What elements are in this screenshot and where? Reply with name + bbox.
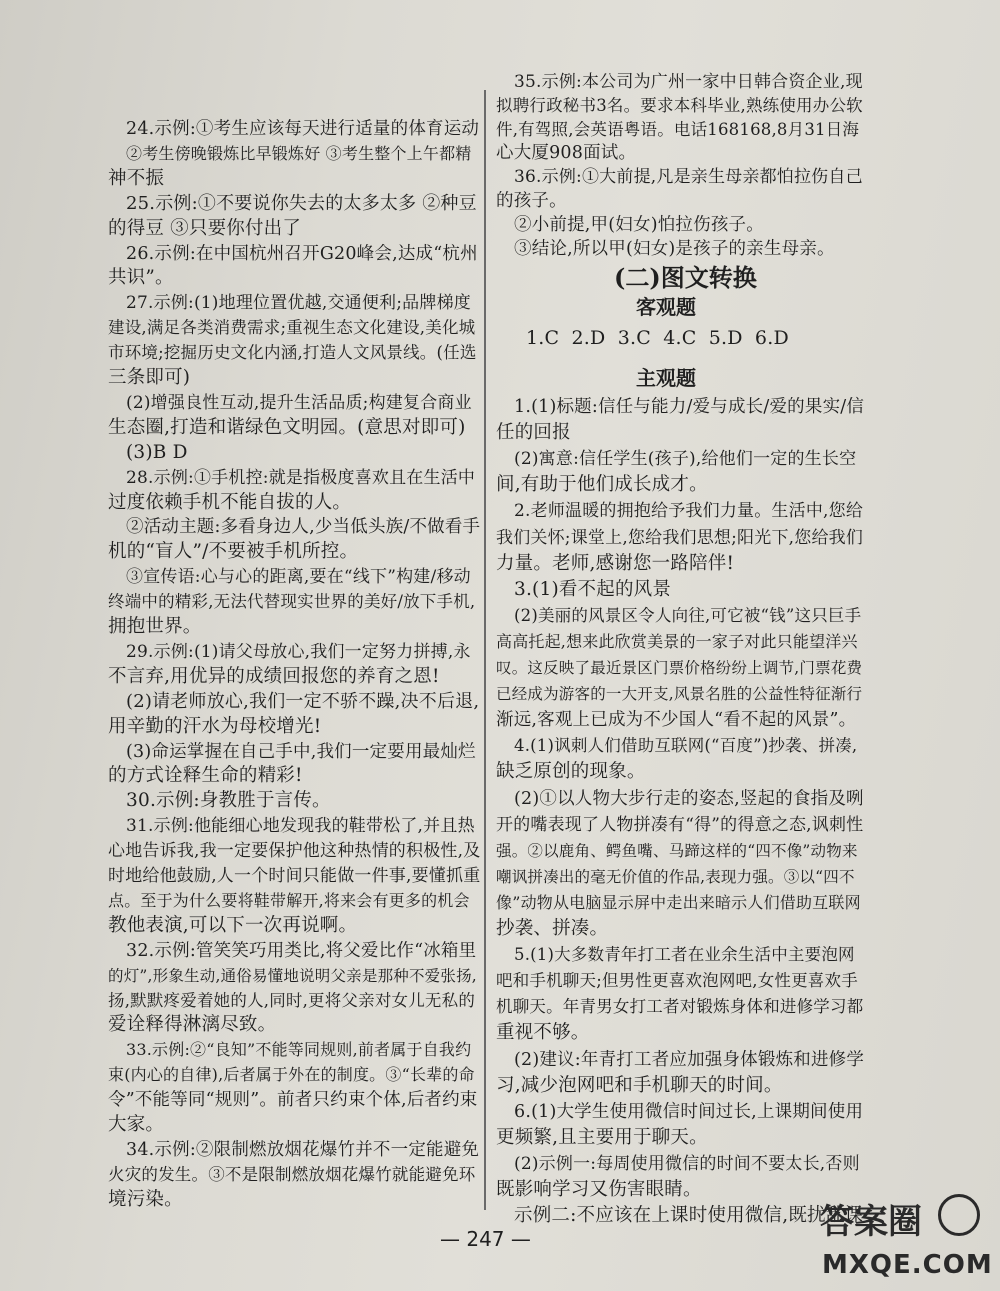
text-line: (2)寓意:信任学生(孩子),给他们一定的生长空 — [514, 449, 857, 470]
text-line: 拥抱世界。 — [108, 616, 202, 637]
text-line: 示例二:不应该在上课时使用微信,既扰乱课 — [514, 1205, 864, 1227]
text-line: 24.示例:①考生应该每天进行适量的体育运动 — [126, 119, 480, 139]
text-line: 时地给他鼓励,人一个时间只能做一件事,要懂抓重 — [108, 866, 481, 886]
text-line: 28.示例:①手机控:就是指极度喜欢且在生活中 — [126, 467, 476, 488]
text-line: 2.老师温暖的拥抱给予我们力量。生活中,您给 — [514, 501, 864, 522]
text-line: 力量。老师,感谢您一路陪伴! — [496, 552, 735, 574]
text-line: 36.示例:①大前提,凡是亲生母亲都怕拉伤自己 — [514, 167, 863, 188]
text-line: 扬,默默疼爱着她的人,同时,更将父亲对女儿无私的 — [108, 990, 476, 1010]
text-line: 心大厦908面试。 — [496, 143, 637, 164]
text-line: 过度依赖手机不能自拔的人。 — [108, 491, 352, 513]
text-line: 境污染。 — [108, 1188, 183, 1210]
text-line: 机的“盲人”/不要被手机所控。 — [108, 541, 359, 563]
text-line: 重视不够。 — [496, 1022, 590, 1044]
text-line: 既影响学习又伤害眼睛。 — [496, 1179, 702, 1200]
text-line: 共识”。 — [108, 267, 174, 289]
text-line: 缺乏原创的现象。 — [496, 761, 646, 783]
watermark-logo — [808, 1192, 998, 1288]
text-line: 嘲讽拼凑出的毫无价值的作品,表现力强。③以“四不 — [496, 867, 855, 886]
text-line: 终端中的精彩,无法代替现实世界的美好/放下手机, — [108, 592, 476, 612]
text-line: (2)①以人物大步行走的姿态,竖起的食指及咧 — [514, 788, 864, 809]
text-line: 32.示例:管笑笑巧用类比,将父爱比作“冰箱里 — [126, 940, 477, 961]
text-line: 抄袭、拼凑。 — [496, 918, 609, 939]
text-line: 渐远,客观上已成为不少国人“看不起的风景”。 — [496, 710, 857, 731]
text-line: 像”动物从电脑显示屏中走出来暗示人们借助互联网 — [496, 892, 861, 912]
text-line: 市环境;挖掘历史文化内涵,打造人文风景线。(任选 — [108, 343, 477, 363]
text-line: (2)请老师放心,我们一定不骄不躁,决不后退, — [126, 690, 480, 712]
text-line: (2)增强良性互动,提升生活品质;构建复合商业 — [126, 392, 472, 413]
text-line: ②小前提,甲(妇女)怕拉伤孩子。 — [514, 214, 764, 235]
text-line: 29.示例:(1)请父母放心,我们一定努力拼搏,永 — [126, 641, 471, 662]
text-line: 件,有驾照,会英语粤语。电话168168,8月31日海 — [496, 119, 860, 139]
subjective-title: 主观题 — [636, 366, 696, 390]
text-line: (3)B D — [126, 441, 188, 463]
text-line: 吧和手机聊天;但男性更喜欢泡网吧,女性更喜欢手 — [496, 971, 858, 991]
text-line: 27.示例:(1)地理位置优越,交通便利;品牌梯度 — [126, 293, 471, 314]
text-line: ③结论,所以甲(妇女)是孩子的亲生母亲。 — [514, 238, 835, 259]
text-line: (2)示例一:每周使用微信的时间不要太长,否则 — [514, 1153, 860, 1174]
text-line: 的孩子。 — [496, 191, 567, 211]
text-line: 我们关怀;课堂上,您给我们思想;阳光下,您给我们 — [496, 527, 864, 548]
text-line: 心地告诉我,我一定要保护他这种热情的积极性,及 — [108, 841, 481, 862]
text-line: (2)美丽的风景区令人向往,可它被“钱”这只巨手 — [514, 605, 862, 625]
watermark-circle-icon — [938, 1194, 980, 1236]
objective-answers: 1.C 2.D 3.C 4.C 5.D 6.D — [526, 327, 789, 349]
text-line: 生态圈,打造和谐绿色文明园。(意思对即可) — [108, 416, 466, 438]
watermark-text: 答案圈 — [820, 1202, 922, 1242]
text-line: 三条即可) — [108, 367, 191, 388]
objective-title: 客观题 — [636, 295, 696, 319]
text-line: 不言弃,用优异的成绩回报您的养育之恩! — [108, 665, 440, 687]
text-line: 高高托起,想来此欣赏美景的一家子对此只能望洋兴 — [496, 631, 858, 651]
text-line: 35.示例:本公司为广州一家中日韩合资企业,现 — [514, 72, 863, 92]
text-line: 6.(1)大学生使用微信时间过长,上课期间使用 — [514, 1101, 864, 1122]
text-line: 25.示例:①不要说你失去的太多太多 ②种豆 — [126, 192, 477, 214]
text-line: 33.示例:②“良知”不能等同规则,前者属于自我约 — [126, 1040, 472, 1060]
column-divider — [484, 90, 486, 1210]
text-line: 火灾的发生。③不是限制燃放烟花爆竹就能避免环 — [108, 1164, 476, 1184]
text-line: 爱诠释得淋漓尽致。 — [108, 1014, 277, 1036]
text-line: 的灯”,形象生动,通俗易懂地说明父亲是那种不爱张扬, — [108, 966, 477, 985]
text-line: 习,减少泡网吧和手机聊天的时间。 — [496, 1074, 783, 1096]
text-line: 1.(1)标题:信任与能力/爱与成长/爱的果实/信 — [514, 397, 865, 417]
text-line: 的得豆 ③只要你付出了 — [108, 217, 302, 239]
watermark-url: MXQE.COM — [822, 1250, 993, 1280]
text-line: 更频繁,且主要用于聊天。 — [496, 1126, 708, 1148]
text-line: 点。至于为什么要将鞋带解开,将来会有更多的机会 — [108, 890, 470, 910]
text-line: 令”不能等同“规则”。前者只约束个体,后者约束 — [108, 1090, 478, 1111]
text-line: 已经成为游客的一大开支,风景名胜的公益性特征渐行 — [496, 685, 863, 704]
text-line: 叹。这反映了最近景区门票价格纷纷上调节,门票花费 — [496, 659, 863, 677]
text-line: 建设,满足各类消费需求;重视生态文化建设,美化城 — [108, 318, 476, 338]
text-line: 神不振 — [108, 167, 165, 189]
text-line: 机聊天。年青男女打工者对锻炼身体和进修学习都 — [496, 997, 864, 1017]
text-line: 开的嘴表现了人物拼凑有“得”的得意之态,讽刺性 — [496, 814, 864, 835]
section-title: (二)图文转换 — [614, 263, 757, 292]
text-line: 5.(1)大多数青年打工者在业余生活中主要泡网 — [514, 945, 855, 965]
text-line: 34.示例:②限制燃放烟花爆竹并不一定能避免 — [126, 1139, 480, 1160]
text-line: 26.示例:在中国杭州召开G20峰会,达成“杭州 — [126, 243, 478, 264]
text-line: 31.示例:他能细心地发现我的鞋带松了,并且热 — [126, 816, 475, 837]
text-line: 束(内心的自律),后者属于外在的制度。③“长辈的命 — [108, 1065, 475, 1085]
text-line: 任的回报 — [496, 422, 571, 444]
text-line: 间,有助于他们成长成才。 — [496, 474, 708, 496]
text-line: 大家。 — [108, 1114, 165, 1135]
page-number: — 247 — — [440, 1227, 531, 1251]
text-line: 拟聘行政秘书3名。要求本科毕业,熟练使用办公软 — [496, 95, 863, 115]
text-line: 教他表演,可以下一次再说啊。 — [108, 914, 358, 936]
text-line: ②考生傍晚锻炼比早锻炼好 ③考生整个上午都精 — [126, 143, 472, 163]
text-line: 的方式诠释生命的精彩! — [108, 765, 303, 787]
text-line: ③宣传语:心与心的距离,要在“线下”构建/移动 — [126, 567, 471, 588]
text-line: ②活动主题:多看身边人,少当低头族/不做看手 — [126, 517, 481, 538]
text-line: 强。②以鹿角、鳄鱼嘴、马蹄这样的“四不像”动物来 — [496, 841, 858, 860]
text-line: 用辛勤的汗水为母校增光! — [108, 715, 322, 737]
text-line: 30.示例:身教胜于言传。 — [126, 790, 331, 812]
text-line: 3.(1)看不起的风景 — [514, 578, 672, 600]
text-line: (2)建议:年青打工者应加强身体锻炼和进修学 — [514, 1049, 865, 1070]
text-line: (3)命运掌握在自己手中,我们一定要用最灿烂 — [126, 741, 476, 762]
text-line: 4.(1)讽刺人们借助互联网(“百度”)抄袭、拼凑, — [514, 736, 858, 756]
